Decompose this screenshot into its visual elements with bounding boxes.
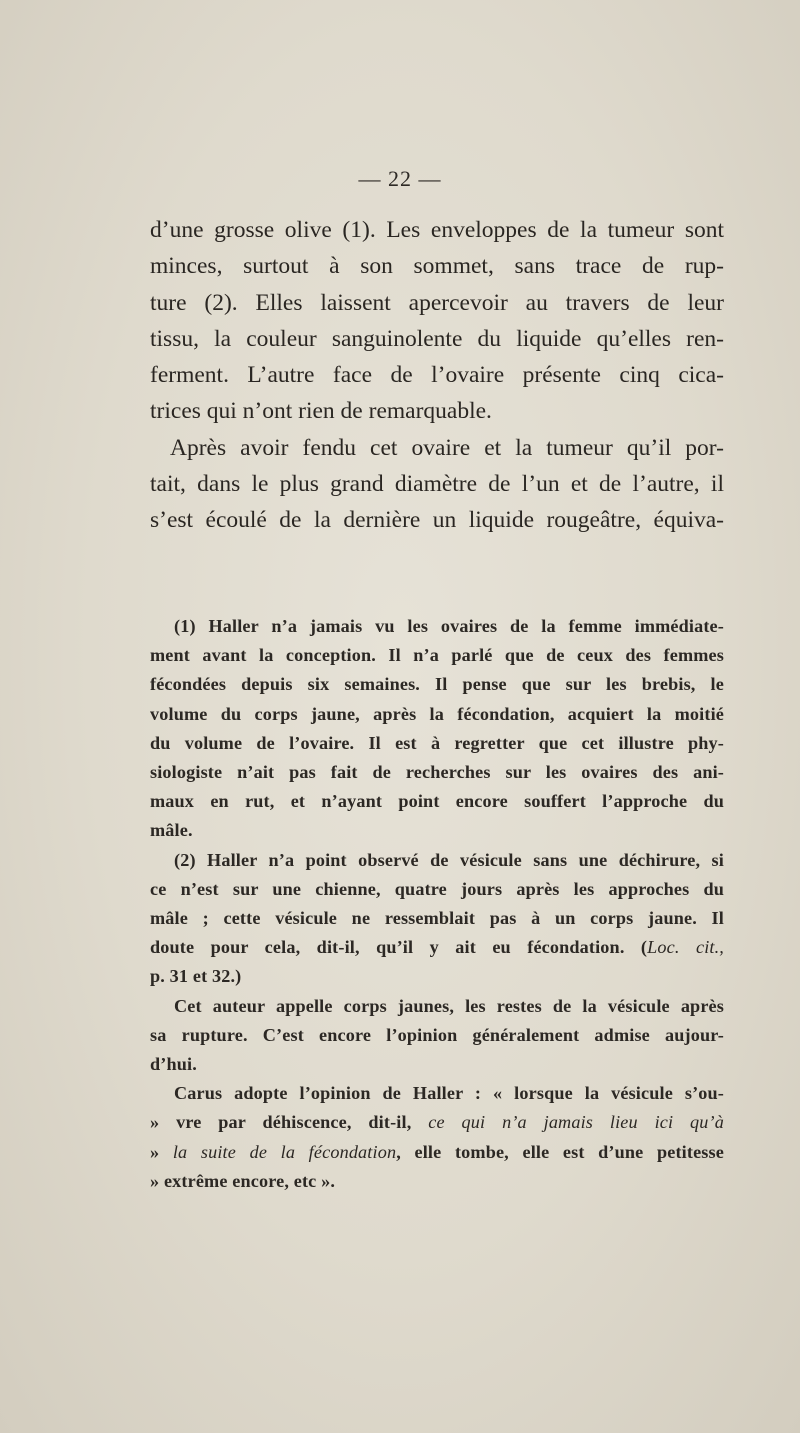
footnote-line: (2) Haller n’a point observé de vésicule sans une déchirure, si: [174, 849, 724, 870]
footnote-line: volume du corps jaune, après la fécondation, acquiert la moitié: [150, 703, 724, 724]
footnote-line: [150, 933, 724, 962]
footnote-line: d’hui.: [150, 1054, 197, 1075]
footnote-line: fécondées depuis six semaines. Il pense que sur les brebis, le: [150, 674, 724, 695]
page-number: — 22 —: [358, 166, 442, 191]
footnote-line: mâle.: [150, 820, 193, 841]
footnote-text: » vre par déhiscence, dit-il,: [150, 1112, 429, 1133]
footnote-line: p. 31 et 32.): [150, 966, 242, 987]
body-line: minces, surtout à son sommet, sans trace de rup-: [150, 253, 724, 280]
footnote-line: [150, 1108, 724, 1137]
footnote-line: mâle ; cette vésicule ne ressemblait pas à un corps jaune. Il: [150, 908, 724, 929]
footnote-line: maux en rut, et n’ayant point encore souffert l’approche du: [150, 791, 724, 812]
footnote-text: , elle tombe, elle est d’une petitesse: [396, 1141, 724, 1162]
footnote-line: Cet auteur appelle corps jaunes, les restes de la vésicule après: [174, 995, 724, 1016]
footnote-line: ment avant la conception. Il n’a parlé que de ceux des femmes: [150, 645, 724, 666]
body-line: ferment. L’autre face de l’ovaire présente cinq cica-: [150, 362, 724, 389]
footnote-text: »: [150, 1141, 173, 1162]
footnote-text: doute pour cela, dit-il, qu’il y ait eu fécondation. (: [150, 937, 648, 958]
body-text: [150, 212, 724, 539]
body-line: d’une grosse olive (1). Les enveloppes de la tumeur sont: [150, 217, 724, 243]
body-line: trices qui n’ont rien de remarquable.: [150, 398, 492, 425]
body-line: Après avoir fendu cet ovaire et la tumeur qu’il por-: [170, 434, 724, 461]
body-line: tissu, la couleur sanguinolente du liquide qu’elles ren-: [150, 325, 724, 352]
body-line: s’est écoulé de la dernière un liquide rougeâtre, équiva-: [150, 507, 724, 534]
body-line: tait, dans le plus grand diamètre de l’un et de l’autre, il: [150, 471, 724, 498]
body-line: ture (2). Elles laissent apercevoir au travers de leur: [150, 289, 724, 316]
footnote-line: ce n’est sur une chienne, quatre jours après les approches du: [150, 878, 724, 899]
footnote-line: (1) Haller n’a jamais vu les ovaires de la femme immédiate-: [174, 616, 724, 636]
footnote-line: » extrême encore, etc ».: [150, 1170, 336, 1191]
footnote-line: [150, 1138, 724, 1167]
quote-italic: la suite de la fécondation: [172, 1141, 397, 1162]
footnote-line: siologiste n’ait pas fait de recherches sur les ovaires des ani-: [150, 762, 724, 783]
footnote-line: Carus adopte l’opinion de Haller : « lorsque la vésicule s’ou-: [174, 1083, 724, 1104]
footnotes: [150, 612, 724, 1196]
quote-italic: ce qui n’a jamais lieu ici qu’à: [428, 1112, 724, 1133]
citation-italic: Loc. cit.,: [647, 937, 724, 958]
footnote-line: sa rupture. C’est encore l’opinion généralement admise aujour-: [150, 1024, 724, 1045]
footnote-line: du volume de l’ovaire. Il est à regretter que cet illustre phy-: [150, 732, 724, 753]
